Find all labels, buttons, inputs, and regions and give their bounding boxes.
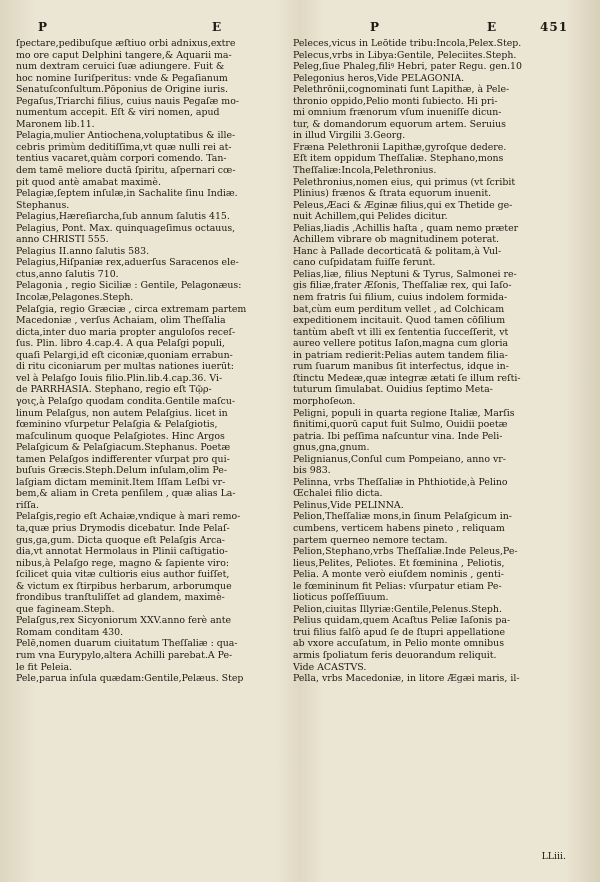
text-line: Pele,parua inſula quædam:Gentile,Pelæus. Step <box>16 673 244 685</box>
text-line: num dextram ceruici ſuæ adiungere. Fuit & <box>16 61 225 73</box>
text-line: Pelias,liæ, filius Neptuni & Tyrus, Salmonei re- <box>293 268 517 280</box>
text-line: Peleus,Æaci & Æginæ filius,qui ex Thetide ge- <box>293 199 513 211</box>
text-line: Pelion,Theſſaliæ mons,in ſinum Pelaſgicum in- <box>293 511 512 523</box>
text-line: Theſſaliæ:Incola,Pelethronius. <box>293 165 437 177</box>
text-line: ctus,anno ſalutis 710. <box>16 268 119 280</box>
text-line: Pelagius,Hæreſiarcha,ſub annum ſalutis 415. <box>16 211 230 223</box>
text-line: dicta,inter duo maria propter anguloſos receſ- <box>16 326 236 338</box>
header-letter-e-left: E <box>212 20 223 34</box>
text-line: cebris primùm deditiſſima,vt quæ nulli rei at- <box>16 141 232 153</box>
text-line: bem,& aliam in Creta penſilem , quæ alias La- <box>16 488 236 500</box>
text-line: & victum ex ſtirpibus herbarum, arborumque <box>16 580 232 592</box>
text-line: Pelethronius,nomen eius, qui primus (vt ſcribit <box>293 176 516 188</box>
text-line: gis filiæ,frater Æſonis, Theſſaliæ rex, qui Iaſo- <box>293 280 512 292</box>
header-letter-e-right: E <box>487 20 498 34</box>
text-line: Incolæ,Pelagones.Steph. <box>16 292 134 304</box>
text-line: tamen Pelaſgos indifferenter vſurpat pro qui- <box>16 453 230 465</box>
text-line: tur, & domandorum equorum artem. Seruius <box>293 118 506 130</box>
text-line: Pelia. A monte verò eiuſdem nominis , genti- <box>293 569 504 581</box>
text-line: Stephanus. <box>16 199 70 211</box>
text-line: cumbens, verticem habens pineto , reliquam <box>293 522 505 534</box>
text-line: finitimi,quorū caput fuit Sulmo, Ouidii poetæ <box>293 419 508 431</box>
text-line: gus,ga,gum. Dicta quoque eſt Pelaſgis Arca- <box>16 534 225 546</box>
text-line: tentius vacaret,quàm corpori comendo. Tan- <box>16 153 227 165</box>
text-line: Plinius) frænos & ſtrata equorum inuenit. <box>293 188 492 200</box>
header-letter-p-right: P <box>370 20 381 34</box>
text-line: morphoſeωn. <box>293 395 356 407</box>
text-line: Peleg,ſiue Phaleg,filiꝰ Hebri, pater Regu. gen.10 <box>293 61 522 73</box>
text-line: dem tamē meliore ductā ſpiritu, aſpernari cœ- <box>16 165 236 177</box>
text-line: thronio oppido,Pelio monti ſubiecto. Hi pri- <box>293 95 498 107</box>
text-line: Pelias,liadis ,Achillis haſta , quam nemo præter <box>293 222 519 234</box>
text-line: maſculinum quoque Pelaſgiotes. Hinc Argos <box>16 430 225 442</box>
text-line: Pegaſus,Triarchi filius, cuius nauis Pegaſæ mo- <box>16 95 240 107</box>
text-line: in illud Virgilii 3.Georg. <box>293 130 406 142</box>
text-line: anno CHRISTI 555. <box>16 234 109 246</box>
text-line: in patriam redierit:Pelias autem tandem filia- <box>293 349 508 361</box>
text-line: Fræna Pelethronii Lapithæ,gyroſque dedere. <box>293 141 507 153</box>
text-line: ſcilicet quia vitæ cultioris eius author fuiſſet, <box>16 569 230 581</box>
text-line: Pelagia,mulier Antiochena,voluptatibus & ille- <box>16 130 236 142</box>
text-line: le fœmininum fit Pelias: vſurpatur etiam Pe- <box>293 580 502 592</box>
text-line: Peligni, populi in quarta regione Italiæ, Marſis <box>293 407 515 419</box>
text-line: trui filius falſò apud ſe de ſtupri appellatione <box>293 626 506 638</box>
right-column <box>293 38 571 685</box>
text-line: partem querneo nemore tectam. <box>293 534 448 546</box>
text-line: Pelinna, vrbs Theſſaliæ in Phthiotide,à Pelino <box>293 476 508 488</box>
text-line: Pelethrōnii,cognominati ſunt Lapithæ, à Pele- <box>293 84 510 96</box>
text-line: quaſi Pelargi,id eſt ciconiæ,quoniam errabun- <box>16 349 233 361</box>
text-line: Œchalei filio dicta. <box>293 488 383 500</box>
text-line: le fit Peleia. <box>16 661 73 673</box>
text-line: Pelaſgis,regio eſt Achaiæ,vndique à mari remo- <box>16 511 241 523</box>
text-line: gnus,gna,gnum. <box>293 442 370 454</box>
text-line: mi omnium frænorum vſum inueniſſe dicun- <box>293 107 502 119</box>
text-line: bat,cùm eum perditum vellet , ad Colchicam <box>293 303 505 315</box>
text-line: Senatuſconſultum.Pōponius de Origine iuris. <box>16 84 229 96</box>
left-column <box>16 38 288 685</box>
text-line: Eſt item oppidum Theſſaliæ. Stephano,mons <box>293 153 504 165</box>
text-line: Macedoniæ , verſus Achaiam, olim Theſſalia <box>16 315 226 327</box>
text-line: expeditionem incitauit. Quod tamen cōſilium <box>293 315 506 327</box>
text-line: Pelaſgicum & Pelaſgiacum.Stephanus. Poetæ <box>16 442 231 454</box>
text-line: hoc nomine Iuriſperitus: vnde & Pegaſianum <box>16 72 228 84</box>
text-line: Pelinus,Vide PELINNA. <box>293 499 404 511</box>
text-line: ſpectare,pedibuſque æſtiuo orbi adnixus,extre <box>16 38 236 49</box>
text-line: vel à Pelaſgo Iouis filio.Plin.lib.4.cap.36. Vi- <box>16 372 223 384</box>
text-line: linum Pelaſgus, non autem Pelaſgius. licet in <box>16 407 228 419</box>
text-line: nem fratris ſui filium, cuius indolem formida- <box>293 292 508 304</box>
text-line: bis 983. <box>293 465 331 477</box>
page-number: 451 <box>540 20 569 34</box>
text-line: Vide ACASTVS. <box>293 661 367 673</box>
text-line: aureo vellere potitus Iaſon,magna cum gloria <box>293 338 509 350</box>
text-line: ta,quæ prius Drymodis dicebatur. Inde Pelaſ- <box>16 522 230 534</box>
text-line: Pelagiæ,ſeptem inſulæ,in Sachalite ſinu Indiæ. <box>16 188 238 200</box>
text-line: γοις,à Pelaſgo quodam condita.Gentile maſcu- <box>16 395 236 407</box>
text-line: mo ore caput Delphini tangere,& Aquarii ma- <box>16 49 232 61</box>
text-line: cano cuſpidatam fuiſſe ferunt. <box>293 257 436 269</box>
text-line: Pelion,Stephano,vrbs Theſſaliæ.Inde Peleus,Pe- <box>293 546 518 558</box>
text-line: tuturum ſimulabat. Ouidius ſeptimo Meta- <box>293 384 493 396</box>
text-line: Achillem vibrare ob magnitudinem poterat. <box>293 234 500 246</box>
text-line: que fagineam.Steph. <box>16 603 115 615</box>
text-line: Pelē,nomen duarum ciuitatum Theſſaliæ : qua- <box>16 638 238 650</box>
text-line: laſgiam dictam meminit.Item Iſſam Leſbi vr- <box>16 476 226 488</box>
running-header <box>0 20 600 36</box>
text-line: Pelaſgia, regio Græciæ , circa extremam partem <box>16 303 247 315</box>
text-line: Maronem lib.11. <box>16 118 95 130</box>
text-line: riſſa. <box>16 499 39 511</box>
text-line: Pelagonia , regio Siciliæ : Gentile, Pelagonæus: <box>16 280 242 292</box>
text-line: Peleces,vicus in Leōtide tribu:Incola,Pelex.Step. <box>293 38 522 49</box>
text-line: Pelaſgus,rex Sicyoniorum XXV.anno ferè ante <box>16 615 232 627</box>
text-line: Pelecus,vrbs in Libya:Gentile, Peleciites.Steph. <box>293 49 517 61</box>
text-line: dia,vt annotat Hermolaus in Plinii caſtigatio- <box>16 546 228 558</box>
text-line: Pella, vrbs Macedoniæ, in litore Ægæi maris, il- <box>293 673 520 685</box>
text-line: numentum accepit. Eſt & viri nomen, apud <box>16 107 220 119</box>
text-line: fœminino vſurpetur Pelaſgia & Pelaſgiotis, <box>16 419 218 431</box>
text-line: ab vxore accuſatum, in Pelio monte omnibus <box>293 638 505 650</box>
text-line: Pelion,ciuitas Illyriæ:Gentile,Pelenus.Steph. <box>293 603 502 615</box>
text-line: Pelagius, Pont. Max. quinquageſimus octauus, <box>16 222 236 234</box>
text-line: patria. Ibi peſſima naſcuntur vina. Inde Peli- <box>293 430 503 442</box>
text-line: ſus. Plin. libro 4.cap.4. A qua Pelaſgi populi, <box>16 338 225 350</box>
text-line: buſuis Græcis.Steph.Delum inſulam,olim Pe- <box>16 465 228 477</box>
text-line: nuit Achillem,qui Pelides dicitur. <box>293 211 448 223</box>
text-line: Pelegonius heros,Vide PELAGONIA. <box>293 72 465 84</box>
text-line: armis ſpoliatum feris deuorandum reliquit. <box>293 649 497 661</box>
text-line: Pelignianus,Conſul cum Pompeiano, anno vr- <box>293 453 506 465</box>
text-line: frondibus tranſtuliſſet ad glandem, maximè- <box>16 592 225 604</box>
text-line: lieus,Pelites, Peliotes. Et fœminina , Peliotis, <box>293 557 505 569</box>
text-line: de PARRHASIA. Stephano, regio eſt Τῷρ- <box>16 384 212 396</box>
text-line: pit quod antè amabat maximè. <box>16 176 161 188</box>
text-line: nibus,à Pelaſgo rege, magno & ſapiente viro: <box>16 557 230 569</box>
text-line: rum vna Eurypylo,altera Achilli parebat.A Pe- <box>16 649 233 661</box>
signature-mark: LLiii. <box>541 851 566 862</box>
text-line: Pelius quidam,quem Acaſtus Peliæ Iaſonis pa- <box>293 615 511 627</box>
header-letter-p-left: P <box>38 20 49 34</box>
text-line: di ritu ciconiarum per multas nationes iuerūt: <box>16 361 234 373</box>
text-line: Pelagius,Hiſpaniæ rex,aduerſus Saracenos ele- <box>16 257 239 269</box>
text-line: Pelagius II.anno ſalutis 583. <box>16 245 150 257</box>
text-line: rum ſuarum manibus ſit interfectus, idque in- <box>293 361 509 373</box>
text-line: lioticus poſſeſſiuum. <box>293 592 389 604</box>
text-line: Romam conditam 430. <box>16 626 124 638</box>
text-line: Hanc à Pallade decorticatā & politam,à Vul- <box>293 245 502 257</box>
text-line: ſtinctu Medeæ,quæ integræ ætati ſe illum reſti- <box>293 372 521 384</box>
text-line: tantùm abeſt vt illi ex ſententia ſucceſſerit, vt <box>293 326 509 338</box>
